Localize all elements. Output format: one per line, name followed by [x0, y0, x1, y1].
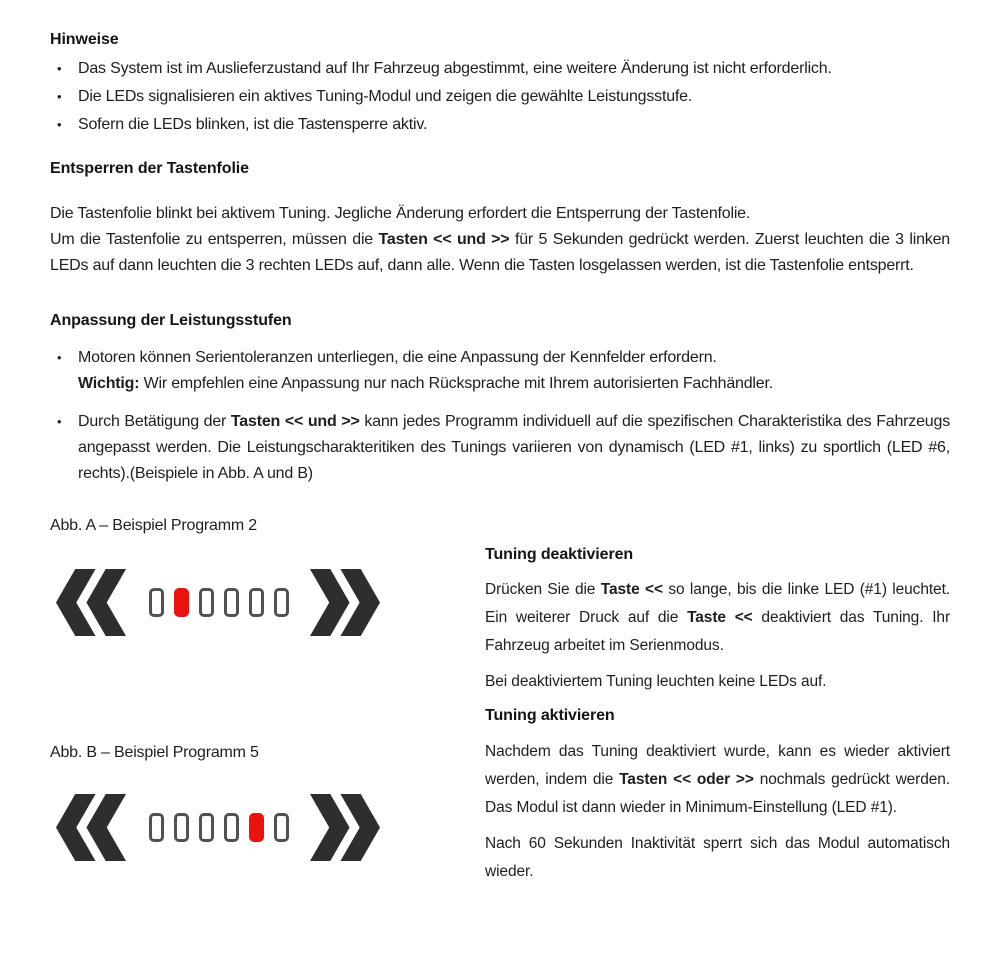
led-3-inactive [199, 813, 214, 842]
anpassung-bullet-1-line-1: Motoren können Serientoleranzen unterliegen, die eine Anpassung der Kennfelder erfordern. [78, 349, 717, 366]
tuning-instructions-column [485, 509, 950, 886]
bold-text-segment: Taste << [600, 581, 663, 598]
figures-column [50, 509, 485, 886]
led-4-inactive [224, 813, 239, 842]
text-segment: für 5 Sekunden gedrückt werden. Zuerst leuchten die 3 linken LEDs auf dann leuchten die 3 rechten LEDs auf, dann alle. Wenn die Tasten losgelassen werden, ist die Tastenfolie entsperrt. [50, 231, 950, 274]
tuning-activate-paragraph [485, 738, 950, 822]
figure-a-led-display [55, 569, 485, 636]
chevron-double-right-icon [309, 794, 381, 861]
text-segment: Drücken Sie die [485, 581, 601, 598]
led-5-active [249, 813, 264, 842]
chevron-double-left-icon [55, 569, 127, 636]
bullet-marker: • [57, 61, 62, 76]
bullet-marker: • [57, 350, 62, 365]
tuning-activate-note: Nach 60 Sekunden Inaktivität sperrt sich das Modul automatisch wieder. [485, 835, 950, 880]
bold-text-segment: Tasten << und >> [230, 413, 360, 430]
section-anpassung [50, 311, 950, 487]
hinweise-bullet-2-text: Die LEDs signalisieren ein aktives Tuning-Modul und zeigen die gewählte Leistungsstufe. [78, 88, 693, 105]
figure-a-label: Abb. A – Beispiel Programm 2 [50, 517, 257, 534]
text-segment: Nachdem das Tuning deaktiviert wurde, kann es wieder aktiviert werden, indem die [485, 743, 950, 788]
bold-text-segment: Tasten << oder >> [619, 771, 754, 788]
text-segment: Wir empfehlen eine Anpassung nur nach Rücksprache mit Ihrem autorisierten Fachhändler. [139, 375, 773, 392]
hinweise-bullet-1 [50, 56, 950, 81]
bullet-marker: • [57, 414, 62, 429]
figure-b-label: Abb. B – Beispiel Programm 5 [50, 744, 259, 761]
hinweise-bullet-3-text: Sofern die LEDs blinken, ist die Tastensperre aktiv. [78, 116, 428, 133]
hinweise-title: Hinweise [50, 31, 119, 48]
anpassung-bullet-1 [50, 345, 950, 397]
entsperren-paragraph-2 [50, 227, 950, 279]
bullet-marker: • [57, 89, 62, 104]
chevron-double-left-icon [55, 794, 127, 861]
anpassung-bullet-2-text [78, 409, 950, 487]
anpassung-bullet-2 [50, 409, 950, 487]
led-6-inactive [274, 588, 289, 617]
led-6-inactive [274, 813, 289, 842]
led-4-inactive [224, 588, 239, 617]
bullet-marker: • [57, 117, 62, 132]
hinweise-bullet-3 [50, 112, 950, 137]
led-1-inactive [149, 588, 164, 617]
tuning-deactivate-paragraph [485, 576, 950, 660]
tuning-deactivate-title: Tuning deaktivieren [485, 546, 634, 563]
hinweise-bullet-1-text: Das System ist im Auslieferzustand auf Ihr Fahrzeug abgestimmt, eine weitere Änderung ist nicht erforderlich. [78, 60, 832, 77]
led-2-active [174, 588, 189, 617]
anpassung-title: Anpassung der Leistungsstufen [50, 312, 292, 329]
bold-text-segment: Tasten << und >> [378, 231, 510, 248]
figure-b-led-display [55, 794, 485, 861]
figures-and-instructions [50, 509, 950, 886]
tuning-deactivate-note: Bei deaktiviertem Tuning leuchten keine LEDs auf. [485, 673, 827, 690]
text-segment: kann jedes Programm individuell auf die spezifischen Charakteristika des Fahrzeugs angepasst werden. Die Leistungscharakteritiken des Tunings variieren von dynamisch (LED #1, links) zu sportlich (LED #6, rechts).(Beispiele in Abb. A und B) [78, 413, 950, 482]
section-hinweise [50, 30, 950, 137]
text-segment: deaktiviert das Tuning. Ihr Fahrzeug arbeitet im Serienmodus. [485, 609, 951, 654]
chevron-double-right-icon [309, 569, 381, 636]
entsperren-title: Entsperren der Tastenfolie [50, 160, 249, 177]
text-segment: Durch Betätigung der [78, 413, 231, 430]
text-segment: Um die Tastenfolie zu entsperren, müssen die [50, 231, 379, 248]
led-2-inactive [174, 813, 189, 842]
led-3-inactive [199, 588, 214, 617]
hinweise-bullet-2 [50, 84, 950, 109]
bold-text-segment: Wichtig: [78, 375, 140, 392]
led-5-inactive [249, 588, 264, 617]
led-1-inactive [149, 813, 164, 842]
section-entsperren [50, 159, 950, 279]
tuning-activate-title: Tuning aktivieren [485, 707, 615, 724]
text-segment: nochmals gedrückt werden. Das Modul ist dann wieder in Minimum-Einstellung (LED #1). [485, 771, 951, 816]
anpassung-bullet-1-line-2 [78, 371, 950, 397]
entsperren-paragraph-1: Die Tastenfolie blinkt bei aktivem Tuning. Jegliche Änderung erfordert die Entsperrung der Tastenfolie. [50, 205, 751, 222]
figure-b-led-row [149, 813, 289, 842]
text-segment: so lange, bis die linke LED (#1) leuchtet. Ein weiterer Druck auf die [485, 581, 950, 626]
bold-text-segment: Taste << [687, 609, 753, 626]
figure-a-led-row [149, 588, 289, 617]
